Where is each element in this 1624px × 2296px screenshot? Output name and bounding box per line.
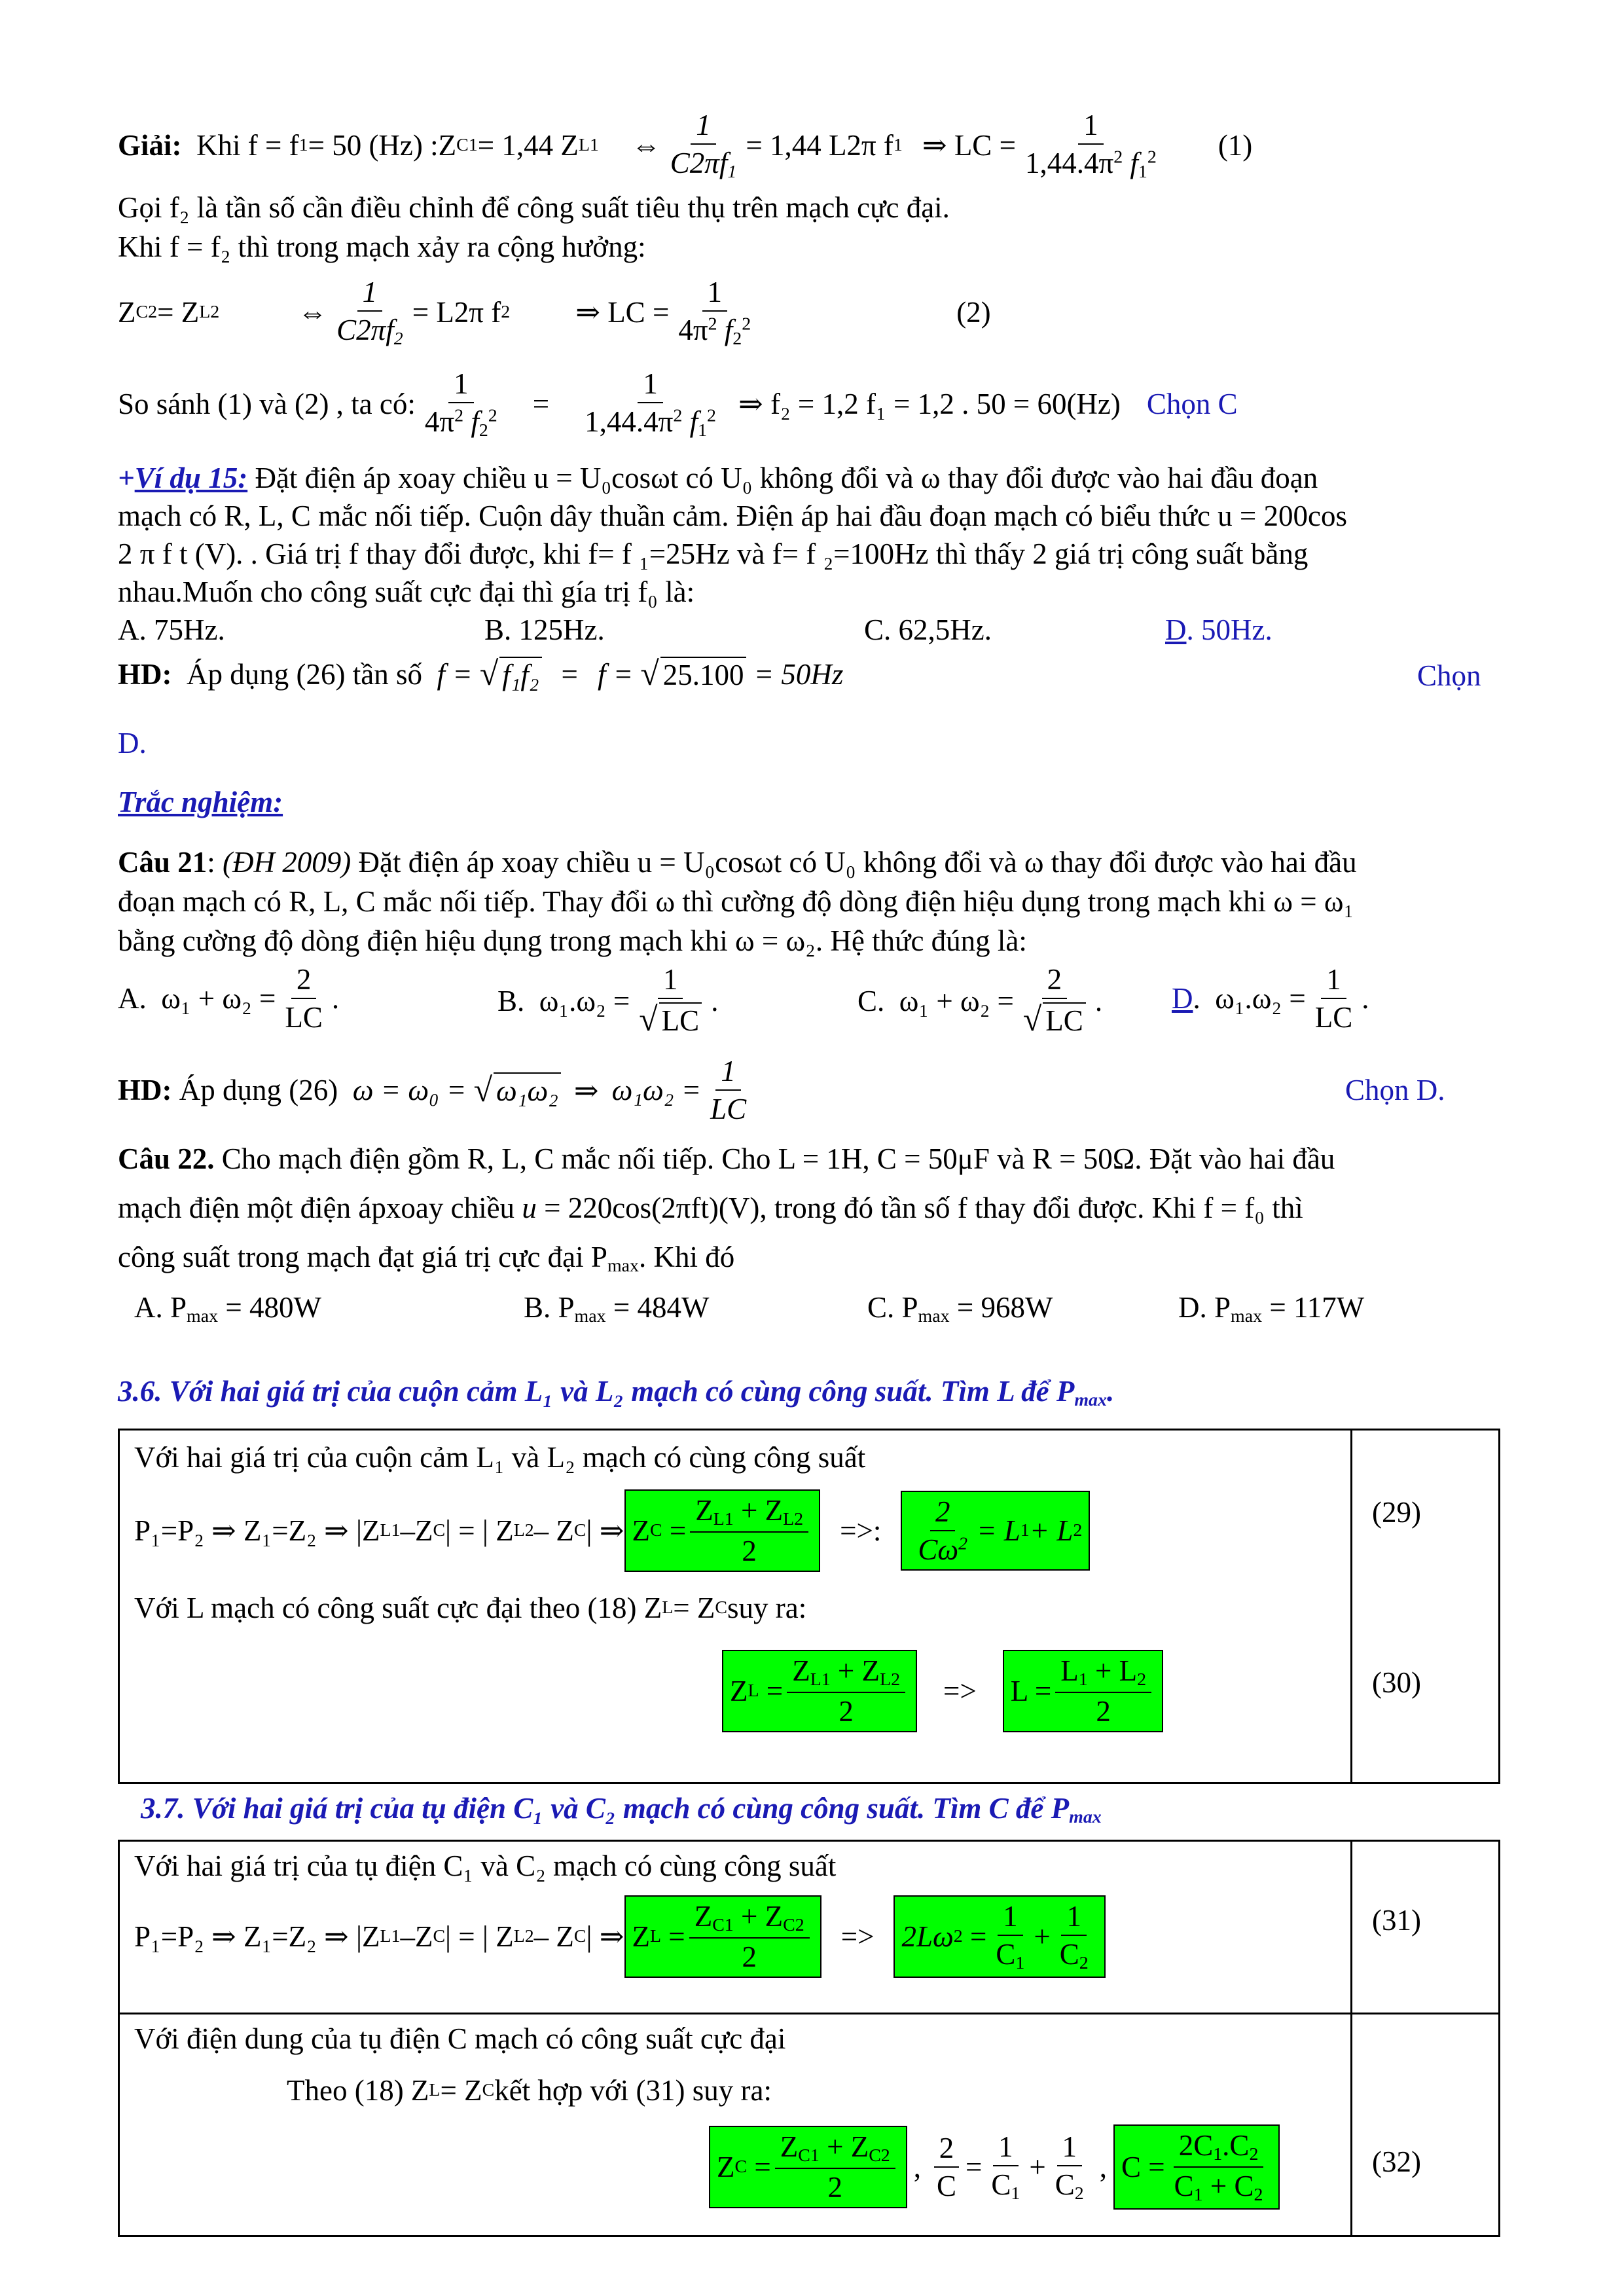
option-b: B. $P_{max} = 484W$ <box>524 1291 710 1326</box>
formula-row: Z C = $\frac{Z_{C1} + Z_{C2}}{2}$ , $\frac{2}{C}$ = $\frac{1}{C_1}$ + $\frac{1}{C_2}$ , C = $\frac{2C_1.C_2}{C_1 + C_2}$ <box>709 2124 1280 2210</box>
section-title-3-7: 3.7. Với hai giá trị của tụ điện C₁ và C₂ mạch có cùng công suất. Tìm C để $P_{max}$ <box>141 1792 1102 1827</box>
vd15-hd: HD: Áp dụng (26) tần số f = √ f₁f₂ = f = √ 25.100 = 50Hz <box>118 655 844 693</box>
giai-label: Giải: <box>118 128 182 162</box>
implies-icon: ⇒ <box>573 1074 599 1107</box>
cau21-option-a: A. ω₁ + ω₂ = $\frac{2}{LC}$ . <box>118 963 340 1034</box>
answer-choice: Chọn C <box>1146 387 1238 420</box>
eq-number: (31) <box>1372 1904 1421 1937</box>
table-3-7: Với hai giá trị của tụ điện C₁ và C₂ mạch có cùng công suất P₁=P₂ ⇒ Z₁=Z₂ ⇒ |Z L1 –Z C | = | Z L2 – Z C | ⇒ Z L = $\frac{Z_{C1} + Z_{C2}}{2}$ => 2Lω 2 = $\frac{1}{C_1}$ + $\frac{1}{C_2}$ (31) Với điện dung của tụ điện C mạch có công suất cực đại Theo (18) Z L = Z C kết hợp với (31) suy ra: Z C = $\frac{Z_{C1} + Z_{C2}}{2}$ , $\frac{2}{C}$ = $\frac{1}{C_1}$ + $\frac{1}{C_2}$ , C = $\frac{2C_1.C_2}{C_1 + C_2}$ (32) <box>118 1840 1500 2237</box>
cau21-option-b: B. ω₁.ω₂ = $\frac{1}{√ LC}$ . <box>497 963 719 1038</box>
fraction: $\frac{1}{4\pi^2 f_2^2}$ <box>424 367 497 441</box>
answer-choice: Chọn D. <box>1345 1074 1445 1106</box>
highlighted-formula: L = $\frac{L_1 + L_2}{2}$ <box>1003 1650 1163 1732</box>
eq-number: (30) <box>1372 1666 1421 1699</box>
option-d: D. $P_{max} = 117W$ <box>1178 1291 1365 1326</box>
formula-row: P₁=P₂ ⇒ Z₁=Z₂ ⇒ |Z L1 –Z C | = | Z L2 – Z C | ⇒ Z L = $\frac{Z_{C1} + Z_{C2}}{2}$ => 2Lω 2 = $\frac{1}{C_1}$ + $\frac{1}{C_2}$ <box>134 1895 1106 1978</box>
vd15-line-2: mạch có R, L, C mắc nối tiếp. Cuộn dây thuần cảm. Điện áp hai đầu đoạn mạch có biểu thức u = 200cos <box>118 500 1348 532</box>
section-heading: Trắc nghiệm: <box>118 786 283 818</box>
example-label: Ví dụ 15: <box>134 462 248 494</box>
cau22-line-3: công suất trong mạch đạt giá trị cực đại $P_{max}$. Khi đó <box>118 1241 735 1276</box>
cau22-line-2: mạch điện một điện ápxoay chiều u = 220cos(2πft)(V), trong đó tần số f thay đổi được. Khi f = f₀ thì <box>118 1192 1303 1224</box>
fraction: $\frac{1}{1,44.4\pi^2 f_1^2}$ <box>585 367 716 441</box>
cau21-line-2: đoạn mạch có R, L, C mắc nối tiếp. Thay đổi ω thì cường độ dòng điện hiệu dụng trong mạch khi ω = ω₁ <box>118 885 1354 918</box>
equiv-icon: ⇔ <box>298 295 328 329</box>
equiv-icon: ⇔ <box>631 128 661 162</box>
option-c: C. 62,5Hz. <box>864 613 992 646</box>
fraction: $\frac{1}{1,44.4\pi^2 f_1^2}$ <box>1024 109 1157 182</box>
highlighted-formula: C = $\frac{2C_1.C_2}{C_1 + C_2}$ <box>1113 2124 1280 2210</box>
cau21-line-3: bằng cường độ dòng điện hiệu dụng trong mạch khi ω = ω₂. Hệ thức đúng là: <box>118 924 1027 957</box>
highlighted-formula: $\frac{2}{C\omega^2}$ = L 1 + L 2 <box>901 1491 1090 1571</box>
option-c: C. $P_{max} = 968W$ <box>867 1291 1053 1326</box>
highlighted-formula: 2Lω 2 = $\frac{1}{C_1}$ + $\frac{1}{C_2}$ <box>893 1895 1105 1978</box>
eq-number: (2) <box>956 295 991 329</box>
text-row: Với L mạch có công suất cực đại theo (18) Z L = Z C suy ra: <box>134 1592 807 1624</box>
text-line: Khi f = f₂ thì trong mạch xảy ra cộng hưởng: <box>118 230 646 263</box>
implies-icon: ⇒ <box>738 388 763 421</box>
cau21-option-d: D . ω₁.ω₂ = $\frac{1}{LC}$ . <box>1172 963 1369 1034</box>
vd15-line-4: nhau.Muốn cho công suất cực đại thì gía trị f₀ là: <box>118 575 695 608</box>
giai-line: Giải: Khi f = f 1 = 50 (Hz) :Z C1 = 1,44 Z L1 ⇔ $\frac{1}{C2\pi f_1}$ = 1,44 L2π f 1 ⇒ LC = $\frac{1}{1,44.4\pi^2 f_1^2}$ (1) <box>118 109 1253 182</box>
implies-icon: ⇒ <box>922 129 947 162</box>
cau21-line-1: Câu 21: (ĐH 2009) Đặt điện áp xoay chiều u = U₀cosωt có U₀ không đổi và ω thay đổi được vào hai đầu <box>118 846 1357 879</box>
vd15-line-3: 2 π f t (V). . Giá trị f thay đổi được, khi f= f ₁=25Hz và f= f ₂=100Hz thì thấy 2 giá trị công suất bằng <box>118 538 1308 570</box>
option-a: A. 75Hz. <box>118 613 225 646</box>
fraction: $\frac{1}{C2\pi f_2}$ <box>336 276 403 349</box>
implies-icon: ⇒ <box>575 296 600 329</box>
option-a: A. $P_{max} = 480W$ <box>134 1291 321 1326</box>
eq-number: (29) <box>1372 1496 1421 1529</box>
eq-number: (32) <box>1372 2145 1421 2178</box>
cau21-option-c: C. ω₁ + ω₂ = $\frac{2}{√ LC}$ . <box>857 963 1103 1038</box>
answer-choice: D. <box>118 727 147 759</box>
text-line: Gọi f₂ là tần số cần điều chỉnh để công suất tiêu thụ trên mạch cực đại. <box>118 191 950 224</box>
section-title-3-6: 3.6. Với hai giá trị của cuộn cảm L₁ và L₂ mạch có cùng công suất. Tìm L để $P_{max}$. <box>118 1375 1115 1410</box>
cau22-line-1: Câu 22. Cho mạch điện gồm R, L, C mắc nối tiếp. Cho L = 1H, C = 50μF và R = 50Ω. Đặt vào hai đầu <box>118 1142 1335 1175</box>
table-3-6: Với hai giá trị của cuộn cảm L₁ và L₂ mạch có cùng công suất P₁=P₂ ⇒ Z₁=Z₂ ⇒ |Z L1 –Z C | = | Z L2 – Z C | ⇒ Z C = $\frac{Z_{L1} + Z_{L2}}{2}$ =>: $\frac{2}{C\omega^2}$ = L 1 + L 2 Với L mạch có công suất cực đại theo (18) Z L = Z C suy ra: Z L = $\frac{Z_{L1} + Z_{L2}}{2}$ => L = $\frac{L_1 + L_2}{2}$ (29) (30) <box>118 1429 1500 1784</box>
formula-row: Z L = $\frac{Z_{L1} + Z_{L2}}{2}$ => L = $\frac{L_1 + L_2}{2}$ <box>722 1650 1163 1732</box>
zc2-line: Z C2 = Z L2 ⇔ $\frac{1}{C2\pi f_2}$ = L2π f 2 ⇒ LC = $\frac{1}{4\pi^2 f_2^2}$ (2) <box>118 276 991 349</box>
text-row: Theo (18) Z L = Z C kết hợp với (31) suy ra: <box>287 2074 772 2107</box>
option-b: B. 125Hz. <box>484 613 605 646</box>
cau21-hd: HD: Áp dụng (26) ω = ω₀ = √ ω₁ω₂ ⇒ ω₁ω₂ = $\frac{1}{LC}$ <box>118 1055 747 1125</box>
highlighted-formula: Z L = $\frac{Z_{C1} + Z_{C2}}{2}$ <box>624 1895 821 1978</box>
highlighted-formula: Z C = $\frac{Z_{L1} + Z_{L2}}{2}$ <box>624 1489 821 1572</box>
vd15-line-1: +Ví dụ 15: Đặt điện áp xoay chiều u = U₀cosωt có U₀ không đổi và ω thay đổi được vào hai đầu đoạn <box>118 462 1318 494</box>
eq-number: (1) <box>1218 128 1253 162</box>
formula-row: P₁=P₂ ⇒ Z₁=Z₂ ⇒ |Z L1 –Z C | = | Z L2 – Z C | ⇒ Z C = $\frac{Z_{L1} + Z_{L2}}{2}$ =>: $\frac{2}{C\omega^2}$ = L 1 + L 2 <box>134 1489 1090 1572</box>
sosanh-line: So sánh (1) và (2) , ta có: $\frac{1}{4\pi^2 f_2^2}$ = $\frac{1}{1,44.4\pi^2 f_1^2}$ ⇒ f₂ = 1,2 f₁ = 1,2 . 50 = 60(Hz) Chọn C <box>118 367 1238 441</box>
highlighted-formula: Z L = $\frac{Z_{L1} + Z_{L2}}{2}$ <box>722 1650 917 1732</box>
option-d: D. 50Hz. <box>1165 613 1272 646</box>
fraction: $\frac{1}{C2\pi f_1}$ <box>670 109 737 182</box>
fraction: $\frac{1}{4\pi^2 f_2^2}$ <box>678 276 751 349</box>
answer-choice: Chọn <box>1417 659 1481 692</box>
highlighted-formula: Z C = $\frac{Z_{C1} + Z_{C2}}{2}$ <box>709 2126 907 2208</box>
